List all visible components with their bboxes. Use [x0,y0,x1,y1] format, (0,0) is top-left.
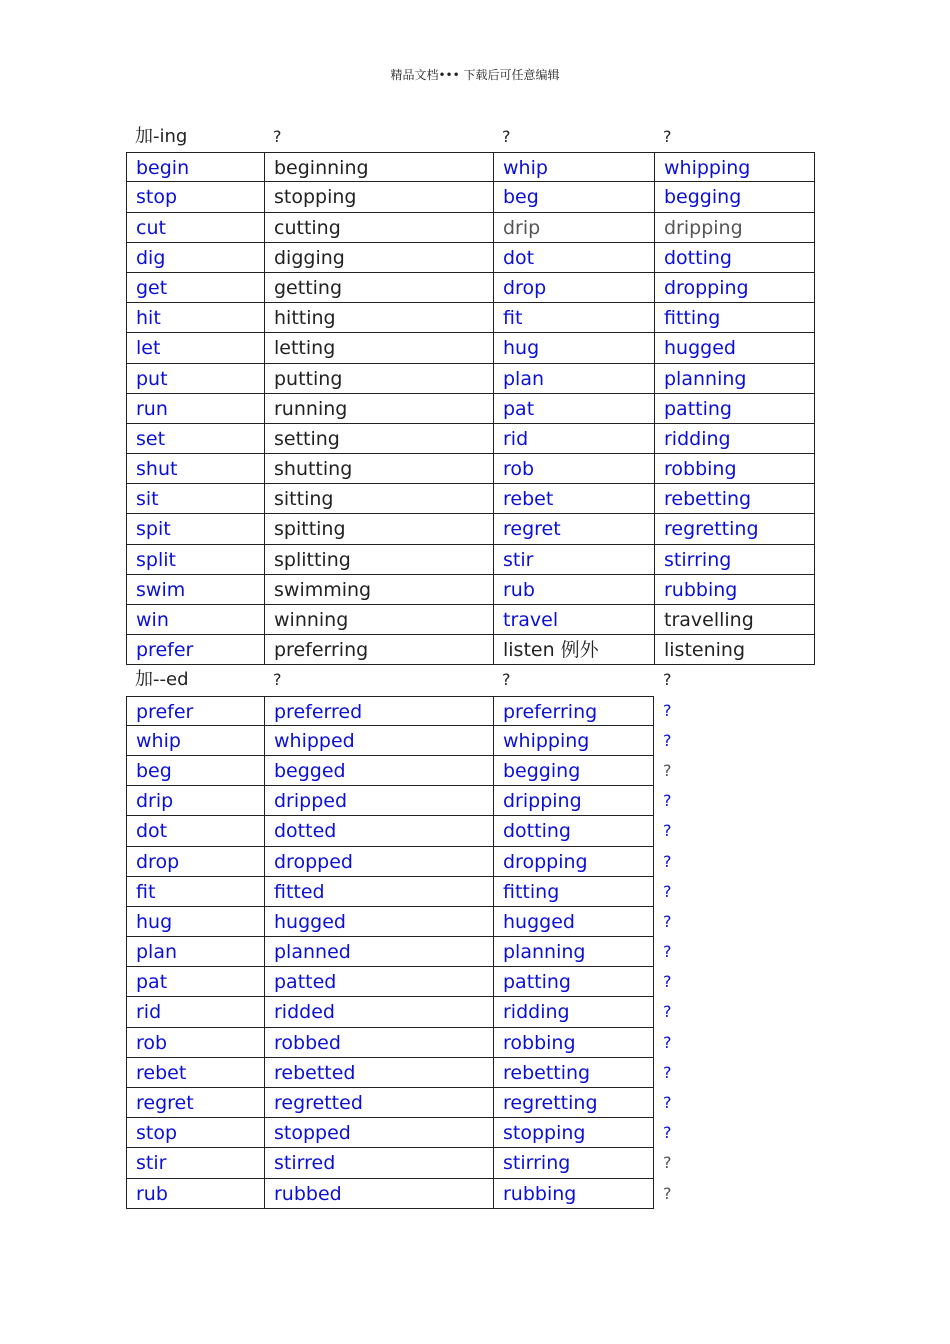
table-cell: rebet [126,1058,264,1088]
table-cell: ? [663,1062,672,1082]
table-cell: stopped [264,1118,493,1148]
table-row [126,454,816,484]
ing-header-col4: ? [663,127,672,146]
table-cell: fit [493,303,654,333]
table-row [126,877,816,907]
table-cell: plan [126,937,264,967]
table-cell: preferring [493,696,654,726]
table-row [126,937,816,967]
ed-header-title: 加--ed [135,669,189,691]
ed-header-col4: ? [663,670,672,690]
table-cell: stirring [654,545,815,575]
table-cell: stop [126,182,264,212]
table-cell: stopping [493,1118,654,1148]
table-cell: plan [493,364,654,394]
table-cell: beg [126,756,264,786]
table-cell: put [126,364,264,394]
table-cell: drip [493,213,654,243]
table-cell: ? [663,1183,672,1203]
ed-header-row [126,665,816,695]
table-cell: regretting [654,514,815,544]
table-cell: getting [264,273,493,303]
table-cell: dropped [264,847,493,877]
table-cell: ? [663,1093,672,1112]
table-cell: get [126,273,264,303]
table-cell: ? [663,851,672,871]
table-cell: listen 例外 [493,635,654,665]
table-row [126,696,816,726]
table-row [126,1179,816,1209]
table-cell: regretting [493,1088,654,1118]
table-cell: beg [493,182,654,212]
table-cell: rubbing [654,575,815,605]
table-cell: robbing [654,454,815,484]
table-cell: drop [126,847,264,877]
table-cell: rub [493,575,654,605]
table-cell: dig [126,243,264,273]
table-cell: hug [126,907,264,937]
table-row [126,756,816,786]
table-cell: swimming [264,575,493,605]
table-cell: patting [493,967,654,997]
table-cell: rebet [493,484,654,514]
table-row [126,152,816,182]
table-cell: setting [264,424,493,454]
table-cell: ? [663,760,672,780]
table-cell: cutting [264,213,493,243]
table-cell: cut [126,213,264,243]
table-cell: ? [663,1032,672,1052]
table-cell: preferring [264,635,493,665]
table-cell: whip [493,152,654,182]
table-cell: rub [126,1179,264,1209]
table-cell: rebetting [654,484,815,514]
table-row [126,635,816,665]
table-cell: putting [264,364,493,394]
table-cell: pat [493,394,654,424]
table-cell: dropping [654,273,815,303]
table-cell: dripping [493,786,654,816]
table-row [126,575,816,605]
ing-header-col3: ? [502,127,511,146]
table-cell: regret [126,1088,264,1118]
table-row [126,182,816,212]
table-cell: drip [126,786,264,816]
table-cell: begin [126,152,264,182]
table-cell: fitted [264,877,493,907]
table-cell: rubbing [493,1179,654,1209]
table-cell: win [126,605,264,635]
table-cell: ? [663,881,672,901]
table-cell: rebetted [264,1058,493,1088]
table-cell: fitting [654,303,815,333]
table-cell: rid [493,424,654,454]
table-cell: ridded [264,997,493,1027]
table-cell: robbing [493,1028,654,1058]
table-cell: splitting [264,545,493,575]
table-cell: run [126,394,264,424]
ed-header-col2: ? [273,670,282,690]
ing-header-row [126,122,816,152]
table-row [126,967,816,997]
ing-header-col2: ? [273,127,282,146]
table-cell: letting [264,333,493,363]
table-cell: prefer [126,635,264,665]
table-cell: spitting [264,514,493,544]
table-cell: rid [126,997,264,1027]
table-cell: regret [493,514,654,544]
table-cell: ? [663,730,672,750]
table-row [126,1028,816,1058]
table-cell: regretted [264,1088,493,1118]
table-row [126,333,816,363]
table-cell: hitting [264,303,493,333]
table-cell: running [264,394,493,424]
table-row [126,243,816,273]
table-row [126,545,816,575]
table-cell: begged [264,756,493,786]
table-cell: whipping [654,152,815,182]
table-cell: stopping [264,182,493,212]
table-cell: dripped [264,786,493,816]
table-cell: hit [126,303,264,333]
ed-header-col3: ? [502,670,511,690]
table-cell: preferred [264,696,493,726]
table-row [126,484,816,514]
table-cell: digging [264,243,493,273]
table-cell: dotting [654,243,815,273]
table-cell: set [126,424,264,454]
table-cell: travel [493,605,654,635]
table-cell: planning [654,364,815,394]
table-cell: rob [493,454,654,484]
table-row [126,394,816,424]
table-cell: ? [663,1123,672,1143]
table-cell: travelling [654,605,815,635]
table-cell: ? [663,911,672,931]
ing-header-title: 加-ing [135,126,188,147]
table-cell: shut [126,454,264,484]
table-row [126,726,816,756]
table-cell: sit [126,484,264,514]
table-row [126,514,816,544]
table-cell: whipped [264,726,493,756]
table-cell: fitting [493,877,654,907]
table-cell: ? [663,791,672,811]
table-row [126,1058,816,1088]
table-cell: dripping [654,213,815,243]
table-row [126,1118,816,1148]
table-cell: swim [126,575,264,605]
table-cell: planned [264,937,493,967]
table-cell: patting [654,394,815,424]
table-cell: shutting [264,454,493,484]
table-row [126,303,816,333]
table-cell: spit [126,514,264,544]
table-cell: patted [264,967,493,997]
table-cell: hugged [654,333,815,363]
table-cell: stir [493,545,654,575]
table-cell: hug [493,333,654,363]
table-cell: robbed [264,1028,493,1058]
table-row [126,907,816,937]
table-cell: ridding [654,424,815,454]
table-cell: ? [663,821,672,841]
table-row [126,1148,816,1178]
table-row [126,605,816,635]
table-row [126,273,816,303]
table-cell: dotting [493,816,654,846]
table-row [126,816,816,846]
table-cell: whipping [493,726,654,756]
table-row [126,786,816,816]
table-cell: whip [126,726,264,756]
table-row [126,424,816,454]
table-cell: rubbed [264,1179,493,1209]
table-row [126,847,816,877]
table-cell: begging [493,756,654,786]
table-cell: split [126,545,264,575]
table-cell: ? [663,1002,672,1022]
table-cell: dropping [493,847,654,877]
table-cell: drop [493,273,654,303]
table-cell: stir [126,1148,264,1178]
ed-table [126,696,816,1209]
table-cell: sitting [264,484,493,514]
table-cell: pat [126,967,264,997]
page-header: 精品文档••• 下载后可任意编辑 [390,68,560,82]
table-cell: dot [126,816,264,846]
table-row [126,997,816,1027]
table-cell: stirred [264,1148,493,1178]
table-cell: dot [493,243,654,273]
table-cell: beginning [264,152,493,182]
table-cell: ? [663,972,672,992]
table-cell: winning [264,605,493,635]
table-cell: ? [663,1153,672,1173]
table-cell: hugged [264,907,493,937]
table-row [126,1088,816,1118]
table-cell: dotted [264,816,493,846]
table-row [126,213,816,243]
table-cell: hugged [493,907,654,937]
table-cell: ridding [493,997,654,1027]
table-cell: ? [663,700,672,720]
table-cell: ? [663,942,672,962]
table-cell: fit [126,877,264,907]
table-cell: stirring [493,1148,654,1178]
table-cell: let [126,333,264,363]
table-row [126,364,816,394]
table-cell: listening [654,635,815,665]
table-cell: planning [493,937,654,967]
table-cell: prefer [126,696,264,726]
table-cell: rob [126,1028,264,1058]
table-cell: begging [654,182,815,212]
table-cell: stop [126,1118,264,1148]
word-sheet [126,122,816,1209]
ing-table [126,152,816,665]
table-cell: rebetting [493,1058,654,1088]
